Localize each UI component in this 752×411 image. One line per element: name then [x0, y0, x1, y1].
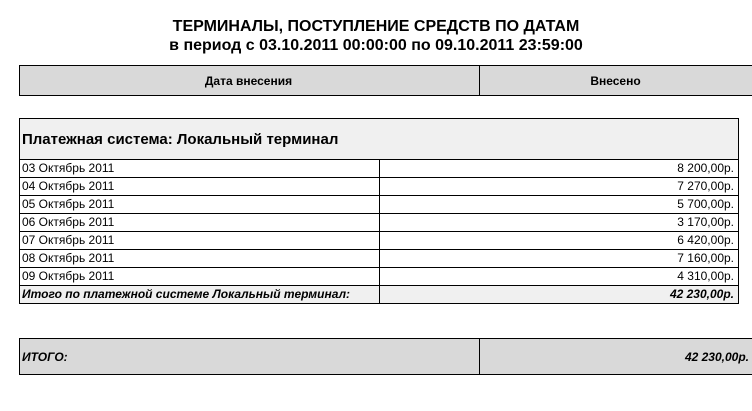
table-row — [20, 214, 739, 232]
header-row — [20, 66, 752, 96]
table-row — [20, 160, 739, 178]
report-period: в период с 03.10.2011 00:00:00 по 09.10.2011 23:59:00 — [169, 37, 583, 54]
group-table — [19, 118, 739, 304]
payment-system-title: Платежная система: Локальный терминал — [20, 119, 739, 160]
grand-total-table — [19, 338, 752, 375]
group-header-row — [20, 119, 739, 160]
report-title — [0, 17, 752, 55]
row-date: 06 Октябрь 2011 — [20, 214, 380, 232]
grand-total-row — [20, 339, 752, 375]
row-amount: 7 160,00р. — [379, 250, 739, 268]
table-row — [20, 232, 739, 250]
row-date: 05 Октябрь 2011 — [20, 196, 380, 214]
column-header-date: Дата внесения — [20, 66, 480, 96]
table-row — [20, 250, 739, 268]
row-amount: 5 700,00р. — [379, 196, 739, 214]
table-row — [20, 268, 739, 286]
row-date: 09 Октябрь 2011 — [20, 268, 380, 286]
column-header-amount: Внесено — [480, 66, 752, 96]
row-amount: 4 310,00р. — [379, 268, 739, 286]
subtotal-row — [20, 286, 739, 304]
row-amount: 8 200,00р. — [379, 160, 739, 178]
row-date: 07 Октябрь 2011 — [20, 232, 380, 250]
row-date: 04 Октябрь 2011 — [20, 178, 380, 196]
row-date: 08 Октябрь 2011 — [20, 250, 380, 268]
header-table — [19, 65, 752, 96]
row-date: 03 Октябрь 2011 — [20, 160, 380, 178]
row-amount: 3 170,00р. — [379, 214, 739, 232]
row-amount: 6 420,00р. — [379, 232, 739, 250]
subtotal-value: 42 230,00р. — [379, 286, 739, 304]
table-row — [20, 178, 739, 196]
table-row — [20, 196, 739, 214]
subtotal-label: Итого по платежной системе Локальный терминал: — [20, 286, 380, 304]
data-rows — [20, 160, 739, 286]
grand-total-label: ИТОГО: — [20, 339, 480, 375]
grand-total-value: 42 230,00р. — [480, 339, 752, 375]
row-amount: 7 270,00р. — [379, 178, 739, 196]
report-title-main: ТЕРМИНАЛЫ, ПОСТУПЛЕНИЕ СРЕДСТВ ПО ДАТАМ — [172, 18, 580, 35]
